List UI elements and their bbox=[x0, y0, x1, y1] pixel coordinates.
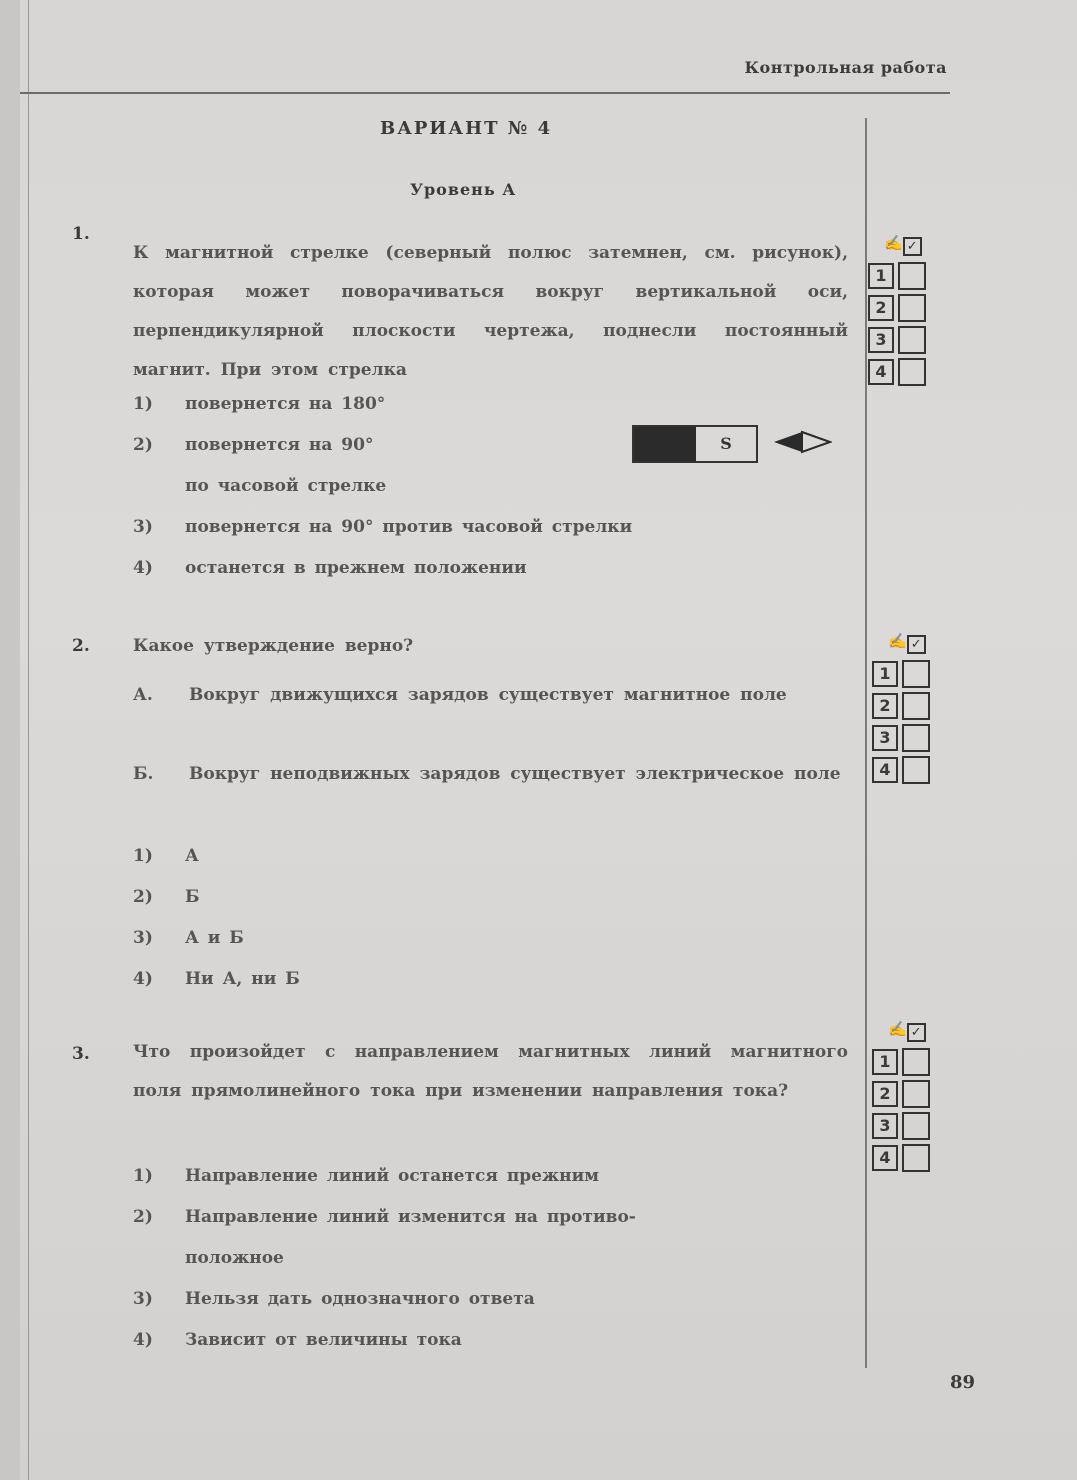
page-number: 89 bbox=[950, 1372, 976, 1393]
level-title: Уровень А bbox=[410, 180, 517, 199]
question-2-options bbox=[133, 846, 300, 1010]
answer-cell-4[interactable] bbox=[898, 358, 926, 386]
pen-icon: ✍ bbox=[884, 234, 903, 252]
check-icon: ✓ bbox=[903, 237, 922, 256]
answer-cell-3[interactable] bbox=[902, 1112, 930, 1140]
question-3-text: Что произойдет с направлением магнитных линий магнитного поля прямолинейного тока при изменении направления тока? bbox=[133, 1042, 848, 1101]
option[interactable]: 4) Ни А, ни Б bbox=[133, 969, 300, 989]
option[interactable]: 4) Зависит от величины тока bbox=[133, 1330, 462, 1350]
pen-icon: ✍ bbox=[888, 632, 907, 650]
answer-label: 3 bbox=[868, 327, 894, 353]
option[interactable]: 3) повернется на 90° против часовой стрелки bbox=[133, 517, 633, 537]
question-1-options bbox=[133, 394, 632, 599]
answer-label: 2 bbox=[872, 1081, 898, 1107]
answer-label: 4 bbox=[868, 359, 894, 385]
answer-label: 1 bbox=[868, 263, 894, 289]
worksheet-page bbox=[20, 0, 1077, 1480]
question-2-number: 2. bbox=[72, 636, 90, 656]
header-title: Контрольная работа bbox=[744, 58, 947, 77]
statement-b: Б. Вокруг неподвижных зарядов существует электрическое поле bbox=[133, 764, 841, 784]
answer-cell-2[interactable] bbox=[902, 692, 930, 720]
answer-box-q3 bbox=[872, 1020, 942, 1174]
answer-cell-2[interactable] bbox=[902, 1080, 930, 1108]
answer-cell-2[interactable] bbox=[898, 294, 926, 322]
option[interactable]: 2) повернется на 90° bbox=[133, 435, 374, 455]
option[interactable]: 1) повернется на 180° bbox=[133, 394, 386, 414]
statement-a: А. Вокруг движущихся зарядов существует магнитное поле bbox=[133, 685, 787, 705]
check-icon: ✓ bbox=[907, 635, 926, 654]
option[interactable]: 3) Нельзя дать однозначного ответа bbox=[133, 1289, 535, 1309]
question-2-text: Какое утверждение верно? bbox=[133, 636, 414, 656]
answer-cell-3[interactable] bbox=[898, 326, 926, 354]
permanent-magnet bbox=[632, 425, 758, 463]
answer-label: 2 bbox=[872, 693, 898, 719]
question-1-text: К магнитной стрелке (северный полюс затемнен, см. рисунок), которая может поворачиваться вокруг вертикальной оси, перпендикулярной плоскости чертежа, поднесли постоянный магнит. При этом стрелка bbox=[133, 243, 848, 380]
answer-label: 2 bbox=[868, 295, 894, 321]
header-rule bbox=[20, 92, 950, 94]
answer-box-q1 bbox=[868, 234, 938, 388]
question-1-number: 1. bbox=[72, 224, 90, 244]
magnet-north-pole bbox=[634, 427, 696, 461]
answer-label: 3 bbox=[872, 725, 898, 751]
answer-label: 1 bbox=[872, 661, 898, 687]
option[interactable]: 2) Б bbox=[133, 887, 200, 907]
option[interactable]: 2) Направление линий изменится на противо- bbox=[133, 1207, 636, 1227]
margin-rule bbox=[865, 118, 867, 1368]
question-3-options bbox=[133, 1166, 636, 1371]
answer-label: 3 bbox=[872, 1113, 898, 1139]
answer-cell-1[interactable] bbox=[898, 262, 926, 290]
question-3-number: 3. bbox=[72, 1044, 90, 1064]
answer-cell-4[interactable] bbox=[902, 756, 930, 784]
answer-label: 1 bbox=[872, 1049, 898, 1075]
answer-cell-1[interactable] bbox=[902, 660, 930, 688]
option-continuation: по часовой стрелке bbox=[185, 476, 387, 496]
variant-title: ВАРИАНТ № 4 bbox=[380, 118, 553, 139]
pen-icon: ✍ bbox=[888, 1020, 907, 1038]
option[interactable]: 1) Направление линий останется прежним bbox=[133, 1166, 599, 1186]
magnetic-needle-icon bbox=[772, 430, 832, 454]
answer-cell-4[interactable] bbox=[902, 1144, 930, 1172]
page-edge bbox=[28, 0, 29, 1480]
check-icon: ✓ bbox=[907, 1023, 926, 1042]
answer-label: 4 bbox=[872, 1145, 898, 1171]
option[interactable]: 1) А bbox=[133, 846, 199, 866]
answer-cell-1[interactable] bbox=[902, 1048, 930, 1076]
option[interactable]: 3) А и Б bbox=[133, 928, 244, 948]
answer-box-q2 bbox=[872, 632, 942, 786]
option[interactable]: 4) останется в прежнем положении bbox=[133, 558, 527, 578]
magnet-south-pole-label: S bbox=[720, 434, 732, 453]
option-continuation: положное bbox=[185, 1248, 284, 1268]
answer-label: 4 bbox=[872, 757, 898, 783]
answer-cell-3[interactable] bbox=[902, 724, 930, 752]
